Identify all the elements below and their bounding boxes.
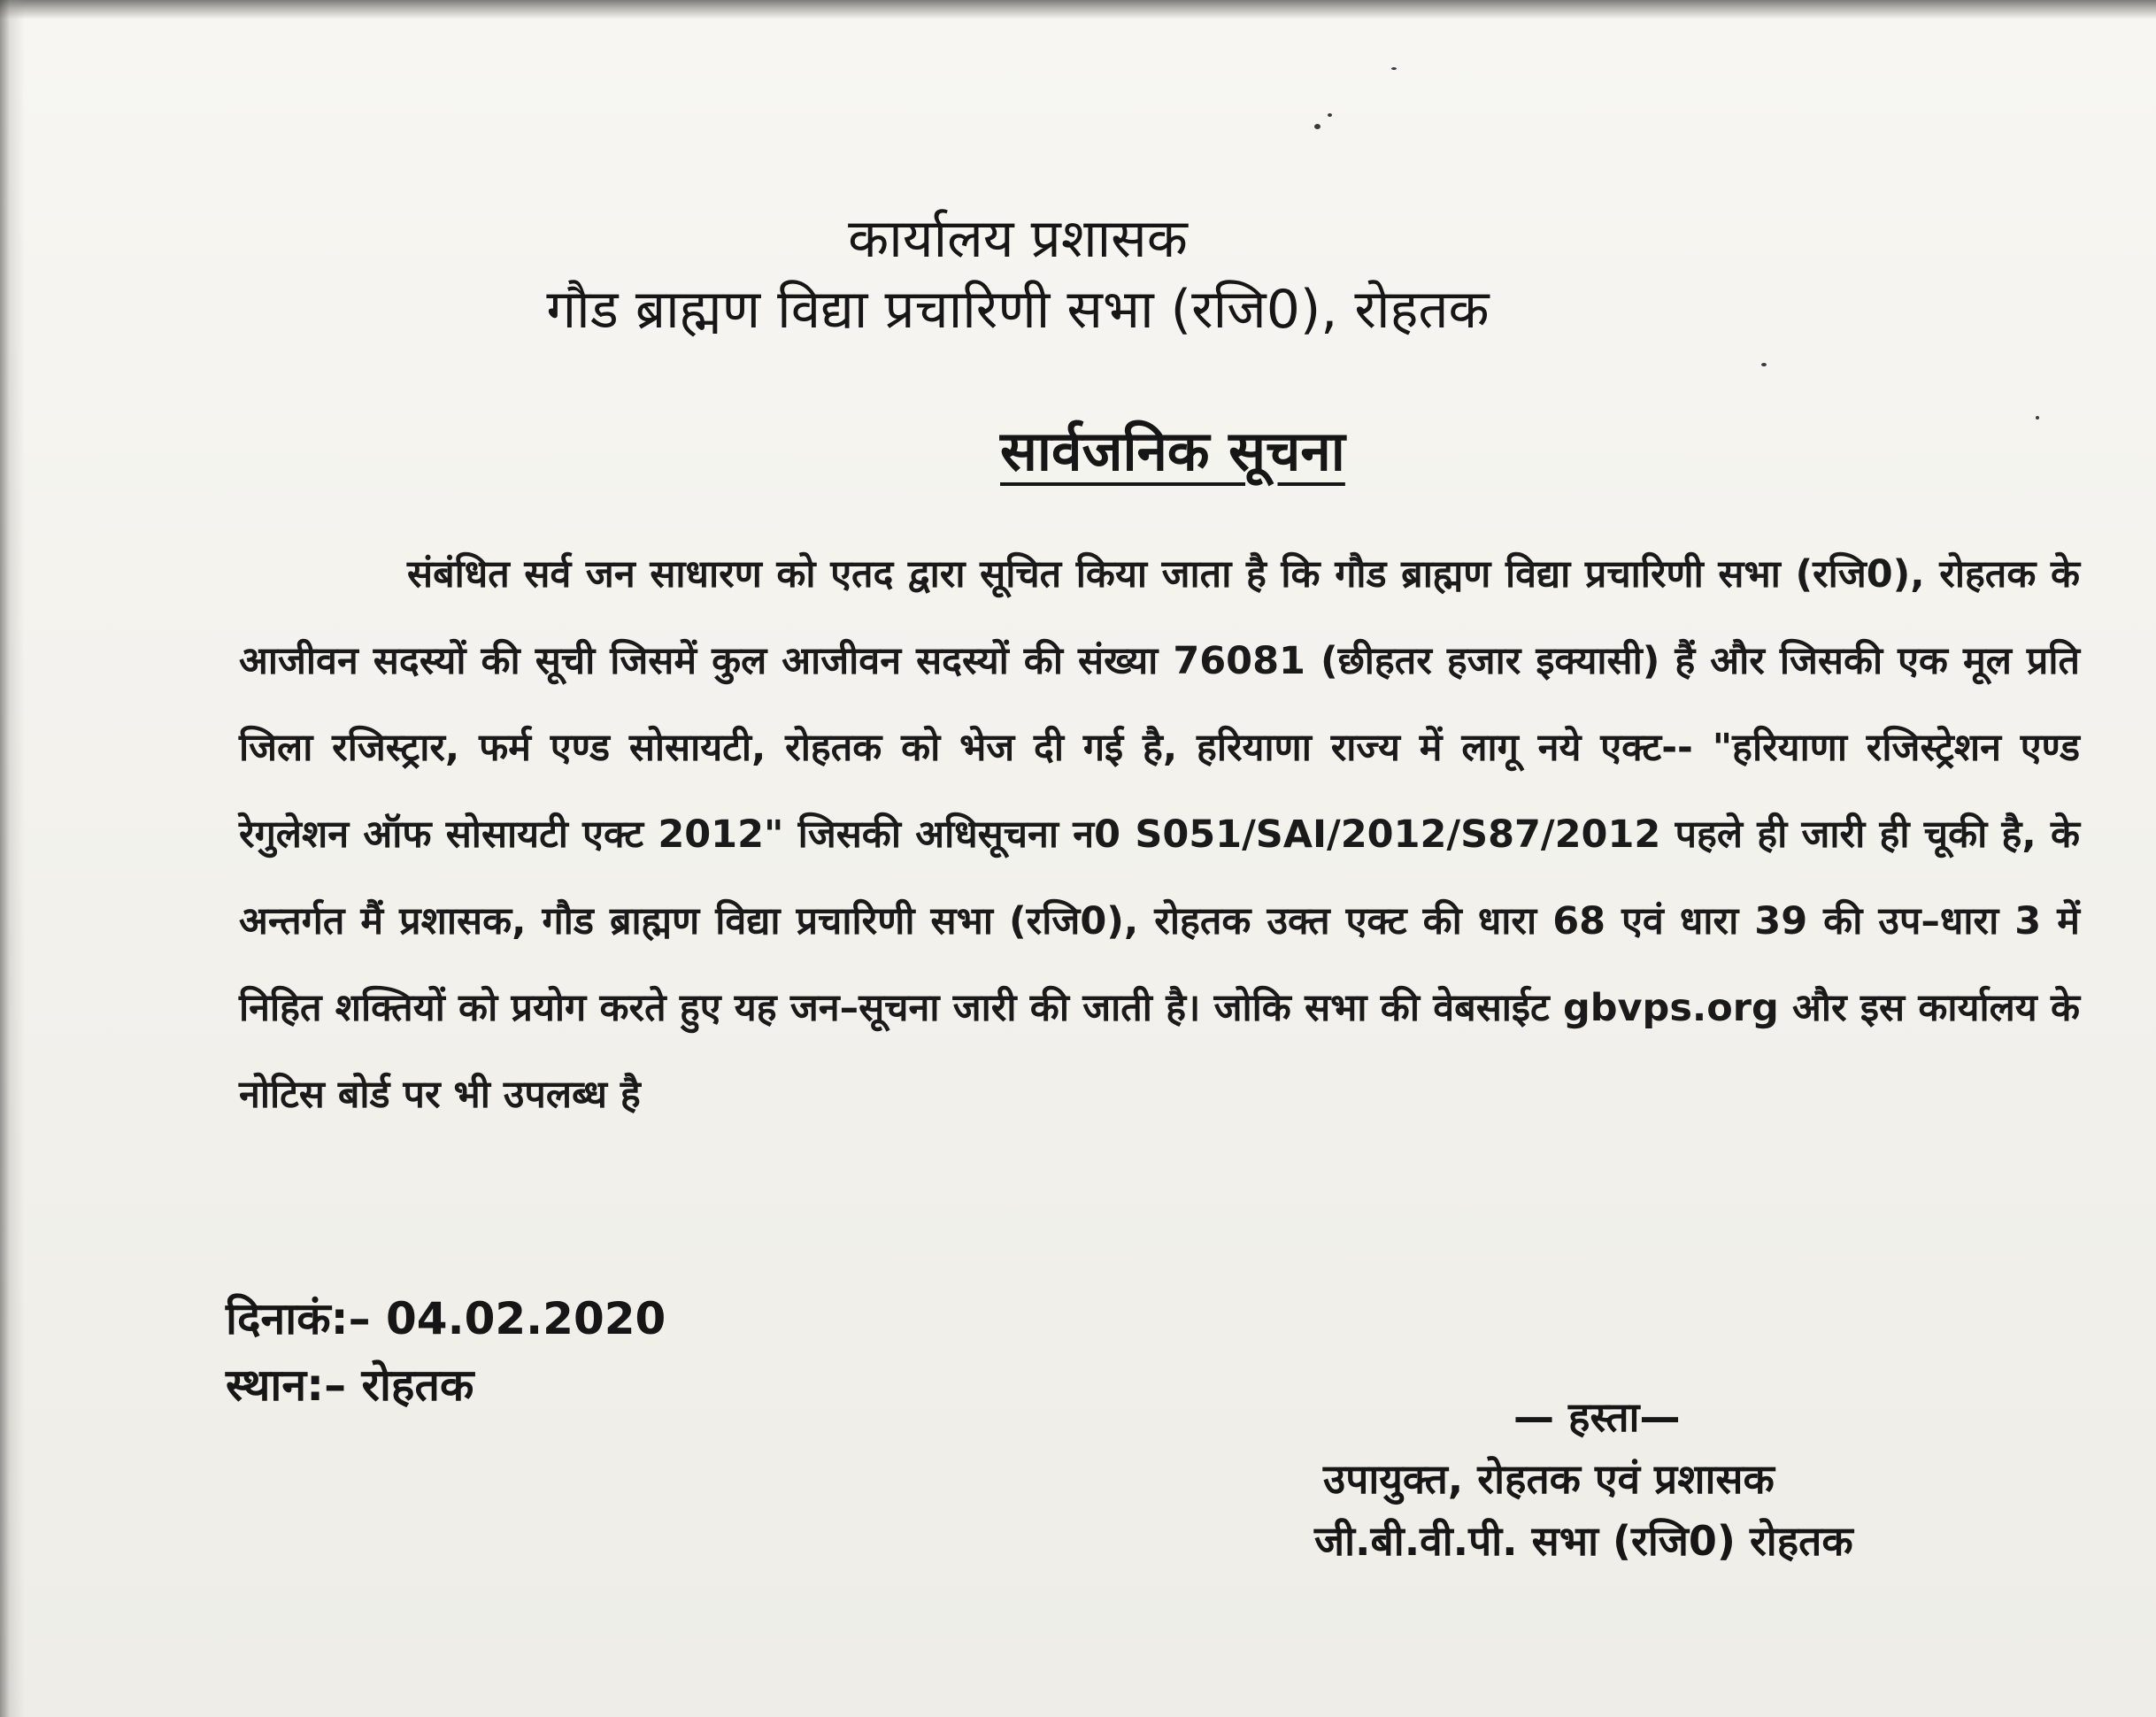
scan-speck bbox=[1328, 113, 1332, 117]
signatory-organization: जी.बी.वी.पी. सभा (रजि0) रोहतक bbox=[1314, 1517, 1853, 1565]
notice-title: सार्वजनिक सूचना bbox=[1000, 419, 1345, 483]
scan-speck bbox=[1761, 363, 1767, 366]
notice-body-paragraph: संबंधित सर्व जन साधारण को एतद द्वारा सूचित किया जाता है कि गौड ब्राह्मण विद्या प्रचारिणी सभा (रजि0), रोहतक के आजीवन सदस्यों की सूची जिसमें कुल आजीवन सदस्यों की संख्या 76081 (छीहतर हजार इक्यासी) हैं और जिसकी एक मूल प्रति जिला रजिस्ट्रार, फर्म एण्ड सोसायटी, रोहतक को भेज दी गई है, हरियाणा राज्य में लागू नये एक्ट-- "हरियाणा रजिस्ट्रेशन एण्ड रेगुलेशन ऑफ सोसायटी एक्ट 2012" जिसकी अधिसूचना न0 S051/SAI/2012/S87/2012 पहले ही जारी ही चूकी है, के अन्तर्गत मैं प्रशासक, गौड ब्राह्मण विद्या प्रचारिणी सभा (रजि0), रोहतक उक्त एक्ट की धारा 68 एवं धारा 39 की उप–धारा 3 में निहित शक्तियों को प्रयोग करते हुए यह जन–सूचना जारी की जाती है। जोकि सभा की वेबसाईट gbvps.org और इस कार्यालय के नोटिस बोर्ड पर भी उपलब्ध है bbox=[239, 552, 2080, 1117]
place-line: स्थान:– रोहतक bbox=[226, 1359, 474, 1411]
signature-label: — हस्ता— bbox=[1513, 1393, 1681, 1441]
organization-heading: गौड ब्राह्मण विद्या प्रचारिणी सभा (रजि0), रोहतक bbox=[546, 279, 1490, 341]
office-heading: कार्यालय प्रशासक bbox=[848, 208, 1188, 270]
scan-speck bbox=[2036, 416, 2039, 420]
scan-speck bbox=[1391, 67, 1397, 70]
scan-top-shadow bbox=[0, 0, 2156, 19]
scan-speck bbox=[1314, 124, 1321, 129]
signatory-designation: उपायुक्त, रोहतक एवं प्रशासक bbox=[1323, 1455, 1775, 1503]
scan-left-edge bbox=[0, 0, 25, 1717]
date-line: दिनाकं:– 04.02.2020 bbox=[226, 1293, 666, 1344]
